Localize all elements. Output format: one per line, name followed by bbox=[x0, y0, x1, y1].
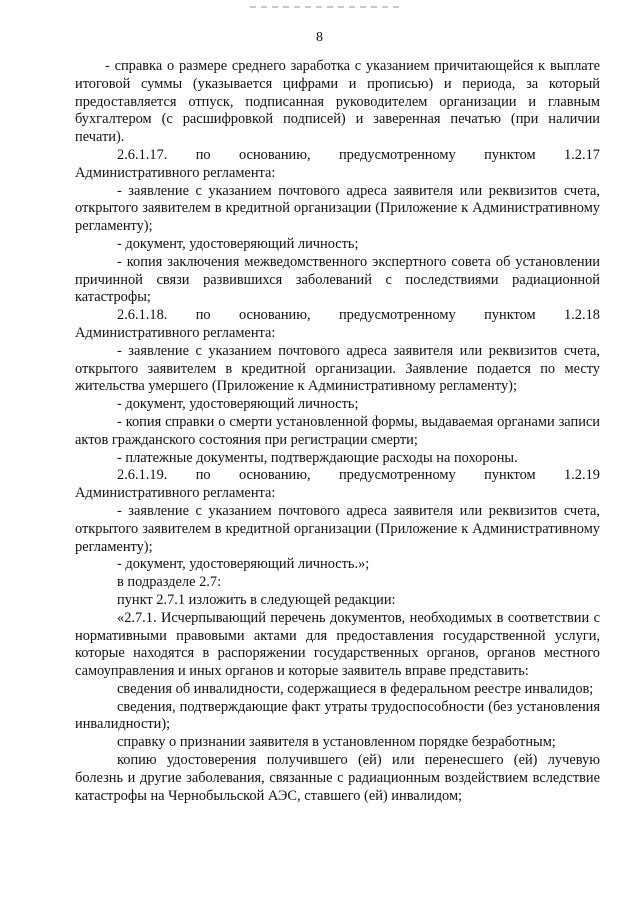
reference-word: пунктом bbox=[484, 307, 536, 324]
reference-word: по bbox=[195, 146, 211, 163]
reference-word: 2.6.1.17. bbox=[117, 146, 168, 163]
paragraph: - документ, удостоверяющий личность.»; bbox=[117, 556, 370, 573]
paragraph: - справка о размере среднего заработка с указанием причитающейся к выплате итоговой суммы (указывается цифрами и прописью) и периода, за который предоставляется отпуск, подписанная руководителем организации и главным бухгалтером (с расшифровкой подписей) и заверенная печатью (при наличии печати). bbox=[75, 58, 600, 146]
paragraph: «2.7.1. Исчерпывающий перечень документов, необходимых в соответствии с нормативными правовыми актами для предоставления государственной услуги, которые находятся в распоряжении государственных органов, органов местного самоуправления и иных органов и которые заявитель вправе представить: bbox=[75, 609, 600, 680]
paragraph: Административного регламента: bbox=[75, 324, 276, 341]
reference-word: основанию, bbox=[239, 307, 311, 324]
reference-word: по bbox=[195, 467, 211, 484]
paragraph: - заявление с указанием почтового адреса заявителя или реквизитов счета, открытого заявителем в кредитной организации (Приложение к Административному регламенту); bbox=[75, 502, 600, 555]
reference-word: основанию, bbox=[239, 146, 311, 163]
paragraph: справку о признании заявителя в установленном порядке безработным; bbox=[117, 734, 556, 751]
reference-word: пунктом bbox=[484, 467, 536, 484]
reference-line bbox=[75, 307, 600, 325]
reference-word: 1.2.17 bbox=[564, 146, 600, 163]
scan-artifact-top bbox=[250, 6, 400, 8]
reference-line bbox=[75, 467, 600, 485]
reference-word: 2.6.1.18. bbox=[117, 307, 168, 324]
paragraph: - платежные документы, подтверждающие расходы на похороны. bbox=[117, 449, 518, 466]
paragraph: - документ, удостоверяющий личность; bbox=[117, 235, 359, 252]
reference-word: 1.2.18 bbox=[564, 307, 600, 324]
document-body bbox=[75, 58, 600, 805]
paragraph: - заявление с указанием почтового адреса заявителя или реквизитов счета, открытого заявителем в кредитной организации (Приложение к Административному регламенту); bbox=[75, 182, 600, 235]
reference-word: пунктом bbox=[484, 146, 536, 163]
paragraph: пункт 2.7.1 изложить в следующей редакции: bbox=[117, 591, 396, 608]
paragraph: - заявление с указанием почтового адреса заявителя или реквизитов счета, открытого заявителем в кредитной организации. Заявление подается по месту жительства умершего (Приложение к Административному регламенту); bbox=[75, 342, 600, 395]
reference-word: предусмотренному bbox=[338, 146, 456, 163]
reference-word: предусмотренному bbox=[338, 467, 456, 484]
paragraph: - документ, удостоверяющий личность; bbox=[117, 396, 359, 413]
paragraph: Административного регламента: bbox=[75, 485, 276, 502]
paragraph: Административного регламента: bbox=[75, 164, 276, 181]
paragraph: в подразделе 2.7: bbox=[117, 574, 222, 591]
paragraph: сведения об инвалидности, содержащиеся в федеральном реестре инвалидов; bbox=[117, 680, 594, 697]
page-number: 8 bbox=[316, 30, 323, 45]
reference-word: основанию, bbox=[239, 467, 311, 484]
paragraph: копию удостоверения получившего (ей) или перенесшего (ей) лучевую болезнь и другие заболевания, связанные с радиационным воздействием вследствие катастрофы на Чернобыльской АЭС, ставшего (ей) инвалидом; bbox=[75, 752, 600, 804]
reference-line bbox=[75, 147, 600, 165]
reference-word: по bbox=[195, 307, 211, 324]
reference-word: 1.2.19 bbox=[564, 467, 600, 484]
reference-word: 2.6.1.19. bbox=[117, 467, 168, 484]
paragraph: - копия справки о смерти установленной формы, выдаваемая органами записи актов гражданского состояния при регистрации смерти; bbox=[75, 413, 600, 448]
paragraph: сведения, подтверждающие факт утраты трудоспособности (без установления инвалидности); bbox=[75, 698, 600, 733]
paragraph: - копия заключения межведомственного экспертного совета об установлении причинной связи развившихся заболеваний с последствиями радиационной катастрофы; bbox=[75, 253, 600, 306]
reference-word: предусмотренному bbox=[338, 307, 456, 324]
